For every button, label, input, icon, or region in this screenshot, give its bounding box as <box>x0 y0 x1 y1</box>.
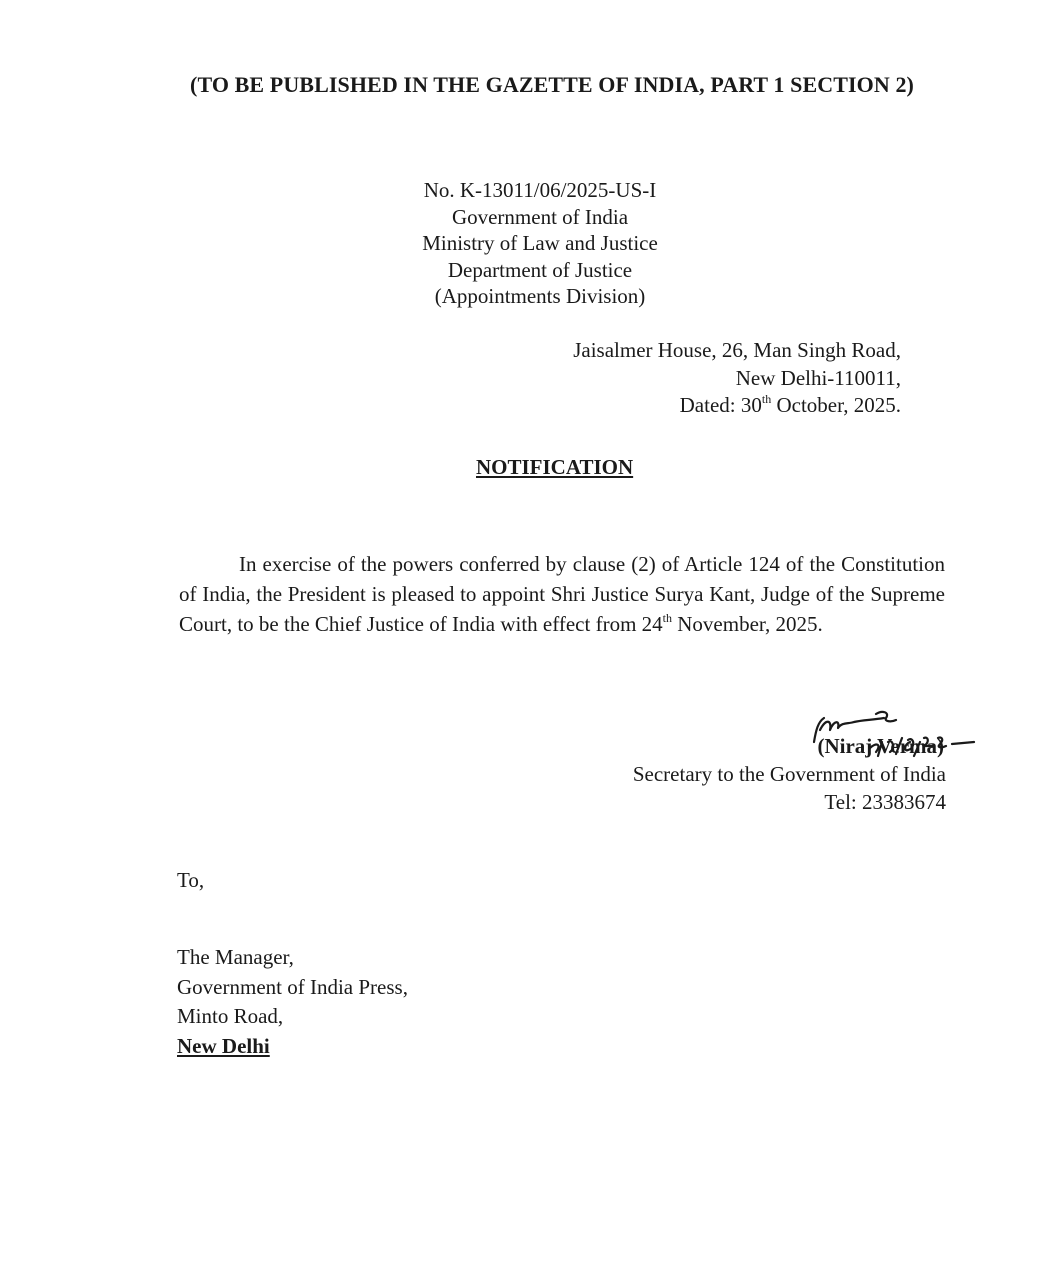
date-prefix: Dated: 30 <box>679 393 762 417</box>
gazette-header: (TO BE PUBLISHED IN THE GAZETTE OF INDIA, PART 1 SECTION 2) <box>190 72 914 97</box>
division-name: (Appointments Division) <box>434 284 646 308</box>
body-ordinal: th <box>662 611 672 626</box>
body-text-part-1: In exercise of the powers conferred by clause (2) of Article 124 of the Constitution of India, the President is pleased to appoint Shri Justice Surya Kant, Judge of the Supreme Court, to be the Chief Justice of India with effect from 24 <box>179 552 945 637</box>
signatory-block <box>633 732 946 816</box>
address-block <box>573 337 901 420</box>
address-line-2: New Delhi-110011, <box>735 365 901 390</box>
recipient-line-3: Minto Road, <box>177 1004 284 1028</box>
ministry-name: Ministry of Law and Justice <box>422 231 658 255</box>
salutation: To, <box>177 868 205 892</box>
handwritten-date <box>0 0 1 1</box>
date-rest: October, 2025. <box>771 393 901 417</box>
signatory-name: (Niraj Verma) <box>817 734 944 758</box>
signatory-name-line <box>633 732 946 760</box>
recipient-city: New Delhi <box>177 1033 270 1058</box>
file-number: No. K-13011/06/2025-US-I <box>423 178 657 202</box>
date-ordinal: th <box>761 392 772 406</box>
body-text-part-2: November, 2025. <box>672 612 823 637</box>
government-name: Government of India <box>451 204 629 229</box>
date-line <box>573 392 901 420</box>
address-line-1: Jaisalmer House, 26, Man Singh Road, <box>573 338 901 362</box>
notification-body <box>179 549 945 640</box>
notification-title: NOTIFICATION <box>476 455 634 479</box>
recipient-line-2: Government of India Press, <box>177 974 408 999</box>
office-block <box>340 177 740 310</box>
recipient-block <box>177 943 408 1061</box>
signatory-designation: Secretary to the Government of India <box>632 762 946 786</box>
department-name: Department of Justice <box>447 257 633 282</box>
signatory-telephone: Tel: 23383674 <box>824 790 946 814</box>
recipient-line-1: The Manager, <box>177 945 294 969</box>
